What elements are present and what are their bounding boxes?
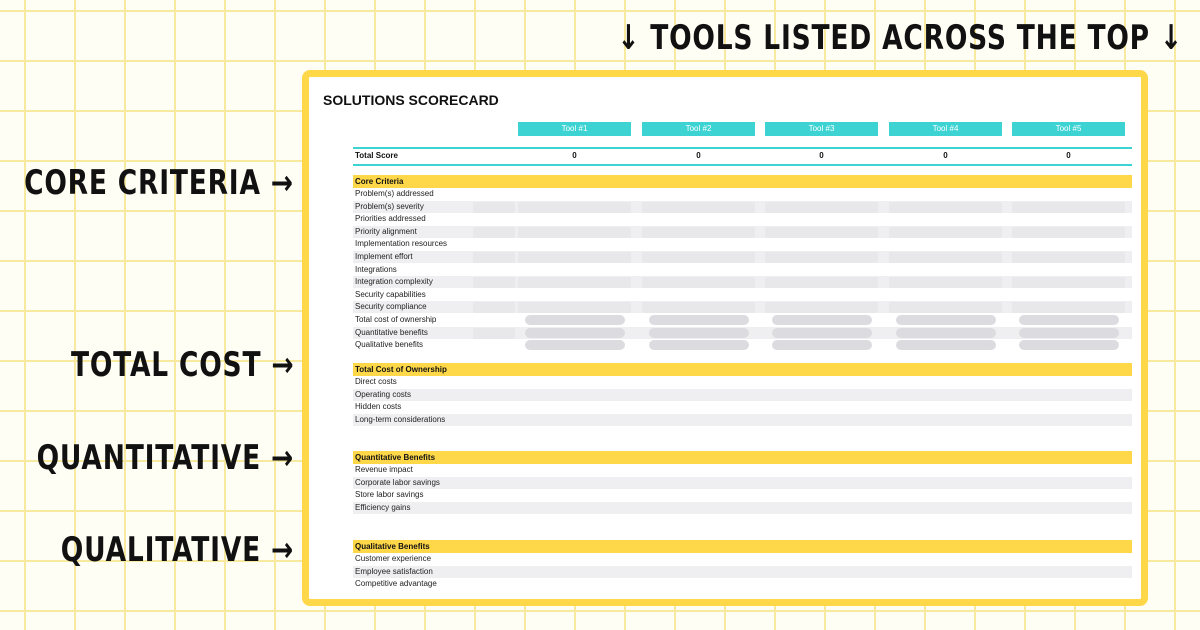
total-score-value-4: 0: [943, 151, 948, 160]
tools-annotation: ↓ TOOLS LISTED ACROSS THE TOP ↓: [617, 18, 1183, 58]
scorecard-card: [302, 70, 1148, 606]
criteria-row: [353, 376, 1132, 388]
tool-header-5: Tool #5: [1012, 122, 1125, 136]
scorecard-title: SOLUTIONS SCORECARD: [323, 92, 499, 108]
section-title: Total Cost of Ownership: [355, 365, 447, 374]
total-score-value-1: 0: [572, 151, 577, 160]
core-criteria-annotation: CORE CRITERIA →: [24, 163, 294, 203]
score-cell[interactable]: [642, 302, 755, 313]
criteria-row: [353, 301, 1132, 313]
criteria-row: [353, 401, 1132, 413]
criteria-row: [353, 226, 1132, 238]
score-cell[interactable]: [1012, 202, 1125, 213]
score-cell[interactable]: [642, 227, 755, 238]
score-cell[interactable]: [889, 277, 1002, 288]
criteria-row: [353, 276, 1132, 288]
score-cell[interactable]: [1012, 252, 1125, 263]
criteria-label: Qualitative benefits: [355, 340, 424, 350]
score-pill[interactable]: [1019, 340, 1119, 350]
criteria-label: Store labor savings: [355, 490, 424, 500]
criteria-row: [353, 414, 1132, 426]
criteria-label: Operating costs: [355, 389, 412, 399]
score-cell[interactable]: [518, 227, 631, 238]
criteria-row: [353, 502, 1132, 514]
qualitative-annotation: QUALITATIVE →: [60, 530, 294, 570]
section-header: [353, 363, 1132, 376]
label-blank-cell: [473, 277, 515, 288]
criteria-row: [353, 464, 1132, 476]
criteria-label: Priority alignment: [355, 226, 417, 236]
criteria-row: [353, 289, 1132, 301]
total-score-value-2: 0: [696, 151, 701, 160]
tool-header-4: Tool #4: [889, 122, 1002, 136]
score-cell[interactable]: [889, 202, 1002, 213]
score-pill[interactable]: [525, 328, 625, 338]
criteria-label: Corporate labor savings: [355, 477, 440, 487]
score-cell[interactable]: [889, 227, 1002, 238]
score-pill[interactable]: [649, 315, 749, 325]
criteria-row: [353, 314, 1132, 326]
score-cell[interactable]: [1012, 227, 1125, 238]
criteria-row: [353, 578, 1132, 590]
score-cell[interactable]: [1012, 302, 1125, 313]
criteria-label: Quantitative benefits: [355, 327, 428, 337]
criteria-label: Priorities addressed: [355, 214, 426, 224]
criteria-row: [353, 188, 1132, 200]
score-pill[interactable]: [1019, 328, 1119, 338]
total-score-label: Total Score: [355, 151, 398, 160]
score-cell[interactable]: [642, 252, 755, 263]
criteria-label: Employee satisfaction: [355, 566, 433, 576]
label-blank-cell: [473, 227, 515, 238]
label-blank-cell: [473, 302, 515, 313]
quantitative-annotation: QUANTITATIVE →: [36, 438, 294, 478]
criteria-label: Total cost of ownership: [355, 315, 437, 324]
score-pill[interactable]: [772, 340, 872, 350]
total-score-row: [353, 147, 1132, 166]
criteria-row: [353, 264, 1132, 276]
criteria-row: [353, 339, 1132, 351]
score-pill[interactable]: [649, 328, 749, 338]
criteria-row: [353, 489, 1132, 501]
criteria-row: [353, 201, 1132, 213]
score-cell[interactable]: [765, 227, 878, 238]
tool-header-1: Tool #1: [518, 122, 631, 136]
score-cell[interactable]: [765, 202, 878, 213]
score-pill[interactable]: [772, 315, 872, 325]
score-cell[interactable]: [765, 252, 878, 263]
criteria-row: [353, 213, 1132, 225]
criteria-row: [353, 327, 1132, 339]
criteria-row: [353, 389, 1132, 401]
section-title: Qualitative Benefits: [355, 542, 430, 551]
score-cell[interactable]: [1012, 277, 1125, 288]
label-blank-cell: [473, 202, 515, 213]
score-pill[interactable]: [525, 340, 625, 350]
score-cell[interactable]: [518, 277, 631, 288]
criteria-row: [353, 251, 1132, 263]
criteria-row: [353, 566, 1132, 578]
criteria-label: Competitive advantage: [355, 579, 437, 589]
section-title: Quantitative Benefits: [355, 453, 436, 462]
score-pill[interactable]: [896, 340, 996, 350]
section-header: [353, 451, 1132, 464]
criteria-row: [353, 477, 1132, 489]
criteria-label: Implement effort: [355, 252, 413, 261]
criteria-label: Integration complexity: [355, 277, 433, 287]
criteria-label: Integrations: [355, 264, 397, 274]
score-pill[interactable]: [649, 340, 749, 350]
score-cell[interactable]: [765, 277, 878, 288]
score-cell[interactable]: [518, 302, 631, 313]
criteria-label: Hidden costs: [355, 402, 402, 412]
score-cell[interactable]: [518, 202, 631, 213]
score-pill[interactable]: [896, 315, 996, 325]
criteria-label: Direct costs: [355, 377, 397, 386]
score-pill[interactable]: [896, 328, 996, 338]
criteria-label: Security capabilities: [355, 289, 426, 299]
section-header: [353, 540, 1132, 553]
score-pill[interactable]: [525, 315, 625, 325]
score-cell[interactable]: [518, 252, 631, 263]
criteria-label: Long-term considerations: [355, 414, 446, 424]
score-cell[interactable]: [889, 302, 1002, 313]
section-title: Core Criteria: [355, 177, 404, 186]
tool-header-row: [309, 122, 1141, 136]
score-cell[interactable]: [642, 277, 755, 288]
label-blank-cell: [473, 252, 515, 263]
tool-header-3: Tool #3: [765, 122, 878, 136]
section-header: [353, 175, 1132, 188]
criteria-label: Problem(s) addressed: [355, 189, 434, 198]
score-pill[interactable]: [1019, 315, 1119, 325]
criteria-label: Problem(s) severity: [355, 201, 424, 211]
total-score-value-3: 0: [819, 151, 824, 160]
total-score-value-5: 0: [1066, 151, 1071, 160]
score-cell[interactable]: [642, 202, 755, 213]
criteria-label: Security compliance: [355, 302, 427, 312]
score-cell[interactable]: [889, 252, 1002, 263]
criteria-label: Efficiency gains: [355, 502, 411, 512]
criteria-row: [353, 238, 1132, 250]
label-blank-cell: [473, 328, 515, 339]
criteria-label: Revenue impact: [355, 465, 413, 474]
criteria-label: Implementation resources: [355, 239, 448, 249]
criteria-label: Customer experience: [355, 554, 432, 563]
score-pill[interactable]: [772, 328, 872, 338]
score-cell[interactable]: [765, 302, 878, 313]
total-cost-annotation: TOTAL COST →: [70, 345, 294, 385]
tool-header-2: Tool #2: [642, 122, 755, 136]
criteria-row: [353, 553, 1132, 565]
